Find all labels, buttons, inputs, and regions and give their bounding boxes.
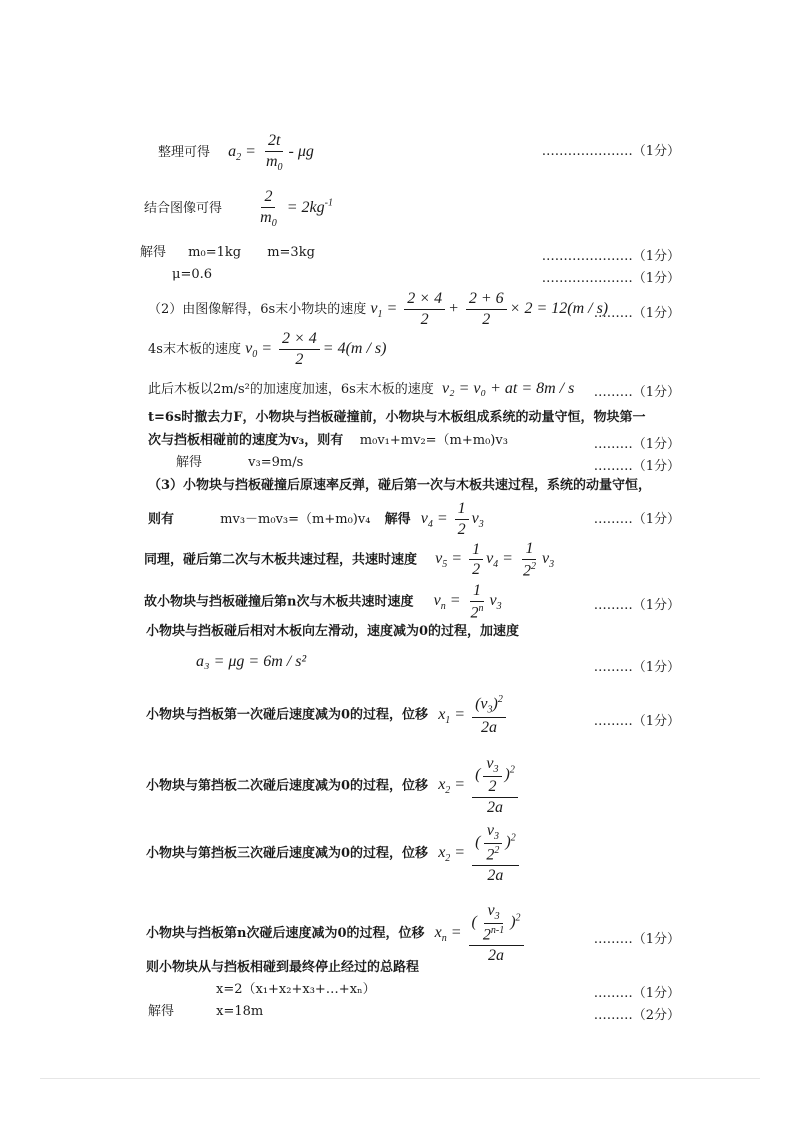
slope-formula: $\frac{2}{m_0}$ = $2kg^{-1}$ bbox=[260, 188, 333, 229]
row-20 bbox=[146, 902, 527, 965]
score-12: ………（1分） bbox=[593, 512, 680, 527]
score-14: ………（1分） bbox=[593, 598, 680, 613]
row-2 bbox=[144, 188, 333, 229]
x3-formula: $x_2$ = ( $\frac{v_3}{2^2}$ )$^2$ 2a bbox=[438, 844, 522, 861]
row-15: 小物块与挡板碰后相对木板向左滑动，速度减为0的过程，加速度 bbox=[146, 624, 520, 639]
row-10-label: 解得 bbox=[176, 455, 203, 470]
momentum-eq-2: mv₃－m₀v₃=（m+m₀)v₄ bbox=[220, 511, 371, 527]
score-16: ………（1分） bbox=[593, 660, 680, 675]
slope-rhs: = 2kg bbox=[286, 199, 325, 217]
vn-formula: $v_n$ = $\frac{1}{2^n}$ $v_3$ bbox=[433, 582, 502, 621]
page-bottom-divider bbox=[40, 1078, 760, 1079]
row-1-label: 整理可得 bbox=[158, 145, 211, 161]
row-11: （3）小物块与挡板碰撞后原速率反弹，碰后第一次与木板共速过程，系统的动量守恒， bbox=[148, 478, 652, 493]
row-9 bbox=[148, 433, 508, 449]
row-12-mid: 解得 bbox=[384, 511, 411, 527]
row-4: μ=0.6 bbox=[172, 267, 213, 282]
row-19-text: 小物块与第挡板三次碰后速度减为0的过程，位移 bbox=[146, 846, 429, 862]
score-3: …………………（1分） bbox=[541, 249, 680, 264]
score-20: ………（1分） bbox=[593, 932, 680, 947]
x2-formula: $x_2$ = ( $\frac{v_3}{2}$ )$^2$ 2a bbox=[438, 776, 521, 793]
total-distance-eq: x=2（x₁+x₂+x₃+…+xₙ） bbox=[216, 982, 376, 997]
row-12 bbox=[148, 500, 484, 538]
score-5: ………（1分） bbox=[593, 306, 680, 321]
row-7 bbox=[148, 379, 574, 398]
v5-formula: $v_5$ = $\frac{1}{2}$ $v_4$ = $\frac{1}{2^2}$ $v_3$ bbox=[435, 540, 555, 579]
v1-formula: $v_1$ = $\frac{2 \times 4}{2}$ + $\frac{2 + 6}{2}$ × 2 = 12(m / s) bbox=[370, 290, 609, 328]
v4-formula: $v_4$ = $\frac{1}{2}$ $v_3$ bbox=[420, 500, 484, 538]
row-17-text: 小物块与挡板第一次碰后速度减为0的过程，位移 bbox=[146, 707, 429, 723]
xn-formula: $x_n$ = ( $\frac{v_3}{2^{n-1}}$ )$^2$ 2a bbox=[435, 924, 527, 941]
score-9: ………（1分） bbox=[593, 437, 680, 452]
row-12-label: 则有 bbox=[148, 511, 175, 527]
slope-sup: -1 bbox=[324, 197, 333, 209]
x1-formula: $x_1$ = $\frac{(v_3)^2}{2a}$ bbox=[438, 706, 509, 723]
row-23-label: 解得 bbox=[148, 1004, 175, 1019]
row-1 bbox=[158, 132, 314, 173]
score-7: ………（1分） bbox=[593, 385, 680, 400]
v1-tail: × 2 = 12(m / s) bbox=[509, 299, 609, 317]
momentum-eq-1: m₀v₁+mv₂=（m+m₀)v₃ bbox=[359, 433, 508, 448]
row-6-text: 4s末木板的速度 bbox=[148, 341, 241, 357]
v3-value: v₃=9m/s bbox=[248, 455, 304, 470]
row-14 bbox=[144, 582, 502, 622]
v2-formula: v₂ = v₀ + at = 8m / s bbox=[441, 380, 575, 397]
row-18 bbox=[146, 755, 521, 816]
v0-tail: = 4(m / s) bbox=[322, 339, 387, 357]
row-23 bbox=[148, 1004, 263, 1020]
row-3 bbox=[140, 245, 315, 261]
row-3-label: 解得 bbox=[140, 245, 167, 260]
v0-formula: $v_0$ = $\frac{2 \times 4}{2}$ = 4(m / s) bbox=[245, 330, 387, 368]
row-13 bbox=[144, 540, 554, 580]
row-21: 则小物块从与挡板相碰到最终停止经过的总路程 bbox=[146, 960, 420, 975]
row-7-text: 此后木板以2m/s²的加速度加速，6s末木板的速度 bbox=[148, 382, 434, 397]
score-1: …………………（1分） bbox=[541, 144, 680, 159]
score-4: …………………（1分） bbox=[541, 271, 680, 286]
row-10 bbox=[176, 455, 303, 471]
row-2-label: 结合图像可得 bbox=[144, 201, 223, 217]
row-13-text: 同理，碰后第二次与木板共速过程，共速时速度 bbox=[144, 552, 418, 568]
row-5-text: （2）由图像解得，6s末小物块的速度 bbox=[148, 301, 367, 317]
row-19 bbox=[146, 822, 522, 885]
score-17: ………（1分） bbox=[593, 714, 680, 729]
score-23: ………（2分） bbox=[593, 1008, 680, 1023]
row-6 bbox=[148, 330, 386, 368]
score-22: ………（1分） bbox=[593, 986, 680, 1001]
a2-formula: $a_2$ = $\frac{2t}{m_0}$ - μg bbox=[228, 132, 314, 173]
row-20-text: 小物块与挡板第n次碰后速度减为0的过程，位移 bbox=[146, 926, 425, 942]
a3-formula: a₃ = μg = 6m / s² bbox=[196, 653, 307, 670]
row-9-text: 次与挡板相碰前的速度为v₃，则有 bbox=[148, 433, 344, 448]
m0-value: m₀=1kg bbox=[188, 245, 242, 260]
m-value: m=3kg bbox=[267, 245, 315, 260]
score-10: ………（1分） bbox=[593, 459, 680, 474]
row-17 bbox=[146, 694, 509, 736]
row-14-text: 故小物块与挡板碰撞后第n次与木板共速时速度 bbox=[144, 594, 414, 610]
row-5 bbox=[148, 290, 608, 328]
row-8: t=6s时撤去力F，小物块与挡板碰撞前，小物块与木板组成系统的动量守恒，物块第一 bbox=[148, 410, 646, 425]
row-18-text: 小物块与第挡板二次碰后速度减为0的过程，位移 bbox=[146, 778, 429, 794]
x-result: x=18m bbox=[216, 1004, 264, 1019]
